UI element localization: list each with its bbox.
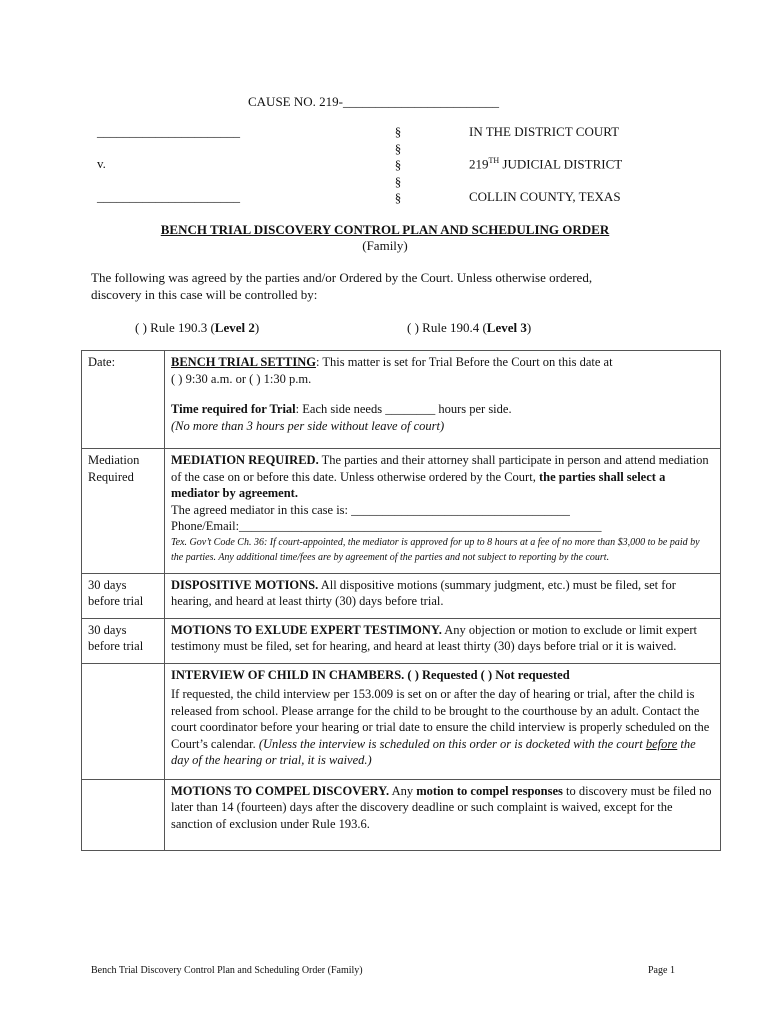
section-mark: §	[394, 190, 402, 205]
cause-number	[248, 94, 499, 110]
row-label: 30 days before trial	[82, 573, 165, 618]
section-mark: §	[394, 157, 402, 172]
section-mark: §	[394, 140, 402, 156]
dispositive-cell: DISPOSITIVE MOTIONS. All dispositive motions (summary judgment, etc.) must be filed, set for hearing, and heard at least thirty (30) days before trial.	[165, 573, 721, 618]
document-title: BENCH TRIAL DISCOVERY CONTROL PLAN AND SCHEDULING ORDER	[160, 222, 610, 237]
mediation-heading: MEDIATION REQUIRED.	[171, 453, 319, 467]
table-row	[82, 618, 721, 663]
row-label: Date:	[82, 351, 165, 449]
court-name: IN THE DISTRICT COURT	[469, 124, 620, 139]
expert-heading: MOTIONS TO EXLUDE EXPERT TESTIMONY.	[171, 622, 442, 637]
page-number: Page 1	[648, 965, 675, 976]
cause-blank: ________________________	[342, 94, 499, 109]
intro-line-2: discovery in this case will be controlled by:	[91, 287, 318, 302]
row-label	[82, 663, 165, 779]
judicial-district: 219TH JUDICIAL DISTRICT	[469, 156, 623, 172]
compel-heading: MOTIONS TO COMPEL DISCOVERY.	[171, 783, 390, 798]
cause-label: CAUSE NO. 219-	[248, 94, 343, 109]
versus: v.	[97, 156, 106, 171]
mediator-field[interactable]: The agreed mediator in this case is: ___________________________________	[171, 502, 570, 517]
county: COLLIN COUNTY, TEXAS	[469, 189, 621, 204]
table-row	[82, 663, 721, 779]
dispositive-heading: DISPOSITIVE MOTIONS.	[171, 577, 319, 592]
table-row	[82, 779, 721, 851]
compel-cell: MOTIONS TO COMPEL DISCOVERY. Any motion to compel responses to discovery must be filed no later than 14 (fourteen) days after the discovery deadline or such complaint is waived, except for the sanction of exclusion under Rule 193.6.	[165, 779, 721, 851]
schedule-table	[81, 350, 721, 851]
phone-email-field[interactable]: Phone/Email:__________________________________________________________	[171, 519, 602, 533]
trial-time-options[interactable]: ( ) 9:30 a.m. or ( ) 1:30 p.m.	[171, 371, 312, 386]
level-2-option[interactable]: ( ) Rule 190.3 (Level 2)	[135, 320, 260, 335]
trial-setting-heading: BENCH TRIAL SETTING	[171, 355, 316, 369]
intro-line-1: The following was agreed by the parties and/or Ordered by the Court. Unless otherwise ordered,	[91, 270, 593, 285]
child-interview-heading[interactable]: INTERVIEW OF CHILD IN CHAMBERS. ( ) Requested ( ) Not requested	[171, 667, 570, 682]
trial-setting-cell: BENCH TRIAL SETTING: This matter is set for Trial Before the Court on this date at ( ) 9:30 a.m. or ( ) 1:30 p.m. Time required for Trial: Each side needs ________ hours per side. (No more than 3 hours per side without leave of court)	[165, 351, 721, 449]
row-label	[82, 779, 165, 851]
child-interview-cell: INTERVIEW OF CHILD IN CHAMBERS. ( ) Requested ( ) Not requested If requested, the child interview per 153.009 is set on or after the day of hearing or trial, after the child is released from school. Please arrange for the child to be brought to the courthouse by an adult. Contact the court coordinator before your hearing or trial date to ensure the child interview is properly scheduled on the Court’s calendar. (Unless the interview is scheduled on this order or is docketed with the court before the day of the hearing or trial, it is waived.)	[165, 663, 721, 779]
footer-title: Bench Trial Discovery Control Plan and Scheduling Order (Family)	[91, 965, 363, 976]
section-mark: §	[394, 173, 402, 189]
party-blank-1: ______________________	[97, 124, 240, 139]
table-row	[82, 449, 721, 574]
table-row	[82, 573, 721, 618]
row-label: Mediation Required	[82, 449, 165, 574]
level-3-option[interactable]: ( ) Rule 190.4 (Level 3)	[407, 320, 532, 335]
mediation-note: Tex. Gov’t Code Ch. 36: If court-appointed, the mediator is approved for up to 8 hours at a fee of no more than $3,000 to be paid by the parties. Any additional time/fees are by agreement of the parties and not subject to reporting by the court.	[171, 536, 700, 563]
document-subtitle: (Family)	[362, 238, 408, 253]
expert-cell: MOTIONS TO EXLUDE EXPERT TESTIMONY. Any objection or motion to exclude or limit expert testimony must be filed, set for hearing, and heard at least thirty (30) days before trial or it is waived.	[165, 618, 721, 663]
section-mark: §	[394, 124, 402, 139]
table-row	[82, 351, 721, 449]
section-column	[393, 124, 403, 207]
party-blank-2: ______________________	[97, 189, 240, 204]
row-label: 30 days before trial	[82, 618, 165, 663]
mediation-cell: MEDIATION REQUIRED. The parties and their attorney shall participate in person and attend mediation of the case on or before this date. Unless otherwise ordered by the Court, the parties shall select a mediator by agreement. The agreed mediator in this case is: ___________________________________ Phone/Email:__________________________________________________________ Tex. Gov’t Code Ch. 36: If court-appointed, the mediator is approved for up to 8 hours at a fee of no more than $3,000 to be paid by the parties. Any additional time/fees are by agreement of the parties and not subject to reporting by the court.	[165, 449, 721, 574]
trial-time-note: (No more than 3 hours per side without leave of court)	[171, 418, 445, 433]
